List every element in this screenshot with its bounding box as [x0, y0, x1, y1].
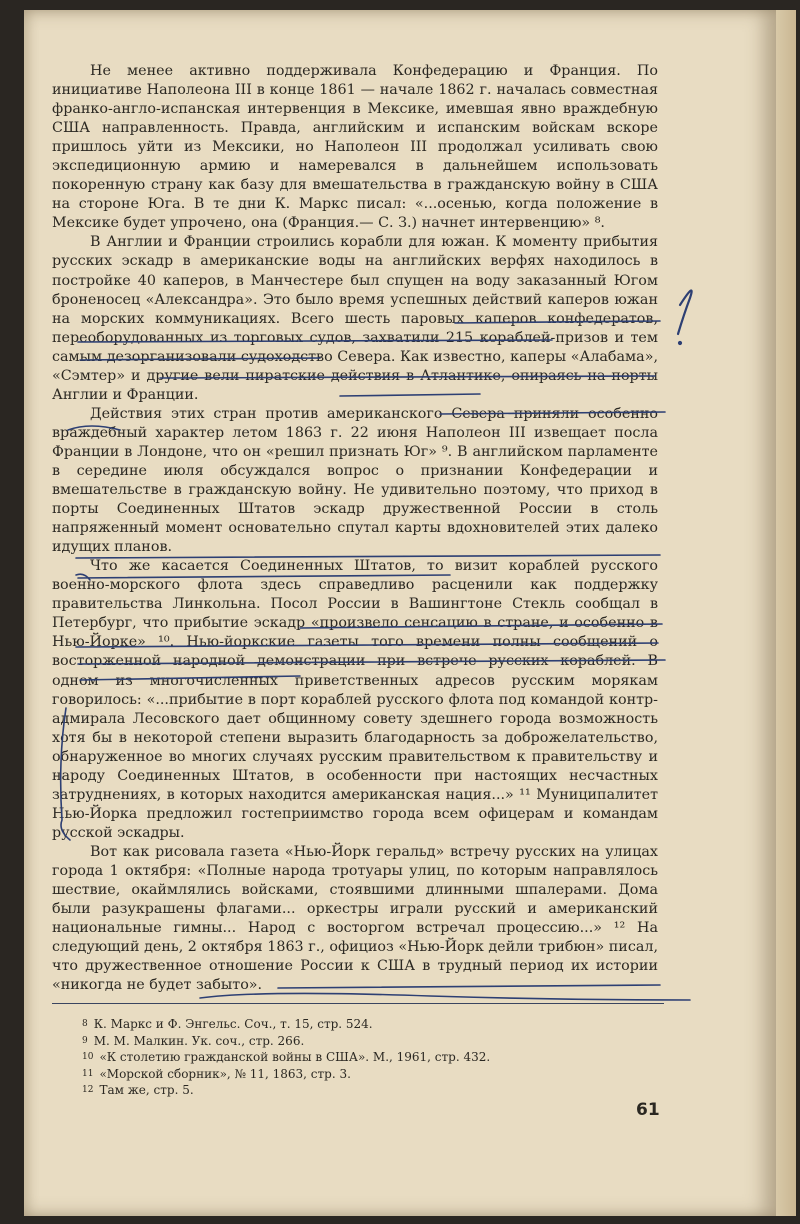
paragraph: Действия этих стран против американского Севера приняли особенно враждебный характер летом 1863 г. 22 июня Наполеон III извещает посла Франции в Лондоне, что он «решил признать Юг» ⁹. В английском парламенте в середине июля обсуждался вопрос о признании Конфедерации и вмешательстве в гражданскую войну. Не удивительно поэтому, что приход в порты Соединенных Штатов эскадр дружественной России в столь напряженный момент основательно спутал карты вдохновителей этих далеко идущих планов. — [52, 405, 658, 556]
paragraph: Что же касается Соединенных Штатов, то визит кораблей русского военно-морского флота здесь справедливо расценили как поддержку правительства Линкольна. Посол России в Вашингтоне Стекль сообщал в Петербург, что прибытие эскадр «произвело сенсацию в стране, и особенно в Нью-Йорке» ¹⁰. Нью-йоркские газеты того времени полны сообщений о восторженной народной демонстрации при встрече русских кораблей. В одном из многочисленных приветственных адресов русским морякам говорилось: «...прибытие в порт кораблей русского флота под командой контр-адмирала Лесовского дает общинному совету здешнего города возможность хотя бы в некоторой степени выразить благодарность за доброжелательство, обнаруженное во многих случаях русским правительством к правительству и народу Соединенных Штатов, в особенности при настоящих несчастных затруднениях, в которых находится американская нация...» ¹¹ Муниципалитет Нью-Йорка предложил гостеприимство города всем офицерам и командам русской эскадры. — [52, 558, 658, 841]
page-number: 61 — [636, 1100, 660, 1120]
main-text — [52, 62, 658, 995]
footnotes — [82, 1016, 642, 1099]
paragraph: Не менее активно поддерживала Конфедерацию и Франция. По инициативе Наполеона III в конце 1861 — начале 1862 г. началась совместная франко-англо-испанская интервенция в Мексике, имевшая явно враждебную США направленность. Правда, английским и испанским войскам вскоре пришлось уйти из Мексики, но Наполеон III продолжал усиливать свою экспедиционную армию и намеревался в дальнейшем использовать покоренную страну как базу для вмешательства в гражданскую войну в США на стороне Юга. В те дни К. Маркс писал: «...осенью, когда положение в Мексике будет упрочено, она (Франция.— С. З.) начнет интервенцию» ⁸. — [52, 63, 658, 232]
footnote: $^9$ М. М. Малкин. Ук. соч., стр. 266. — [82, 1033, 305, 1048]
footnote: $^{12}$ Там же, стр. 5. — [82, 1083, 194, 1097]
footnote: $^{11}$ «Морской сборник», № 11, 1863, стр. 3. — [82, 1066, 351, 1081]
paragraph: В Англии и Франции строились корабли для южан. К моменту прибытия русских эскадр в американские воды на английских верфях находилось в постройке 40 каперов, в Манчестере был спущен на воду заказанный Югом броненосец «Александра». Это было время успешных действий каперов южан на морских коммуникациях. Всего шесть паровых каперов конфедератов, переоборудованных из торговых судов, захватили 215 кораблей-призов и тем самым дезорганизовали судоходство Севера. Как известно, каперы «Алабама», «Сэмтер» и другие вели пиратские действия в Атлантике, опираясь на порты Англии и Франции. — [52, 234, 658, 403]
footnote-rule — [52, 1003, 664, 1004]
footnote: $^{10}$ «К столетию гражданской войны в США». М., 1961, стр. 432. — [82, 1050, 491, 1064]
footnote: $^8$ К. Маркс и Ф. Энгельс. Соч., т. 15, стр. 524. — [82, 1017, 373, 1031]
paragraph: Вот как рисовала газета «Нью-Йорк геральд» встречу русских на улицах города 1 октября: «Полные народа тротуары улиц, по которым направлялось шествие, окаймлялись войсками, стоявшими длинными шпалерами. Дома были разукрашены флагами... оркестры играли русский и американский национальные гимны... Народ с восторгом встречал процессию...» ¹² На следующий день, 2 октября 1863 г., официоз «Нью-Йорк дейли трибюн» писал, что дружественное отношение России к США в трудный период их истории «никогда не будет забыто». — [52, 843, 658, 994]
page-edge — [776, 10, 796, 1216]
